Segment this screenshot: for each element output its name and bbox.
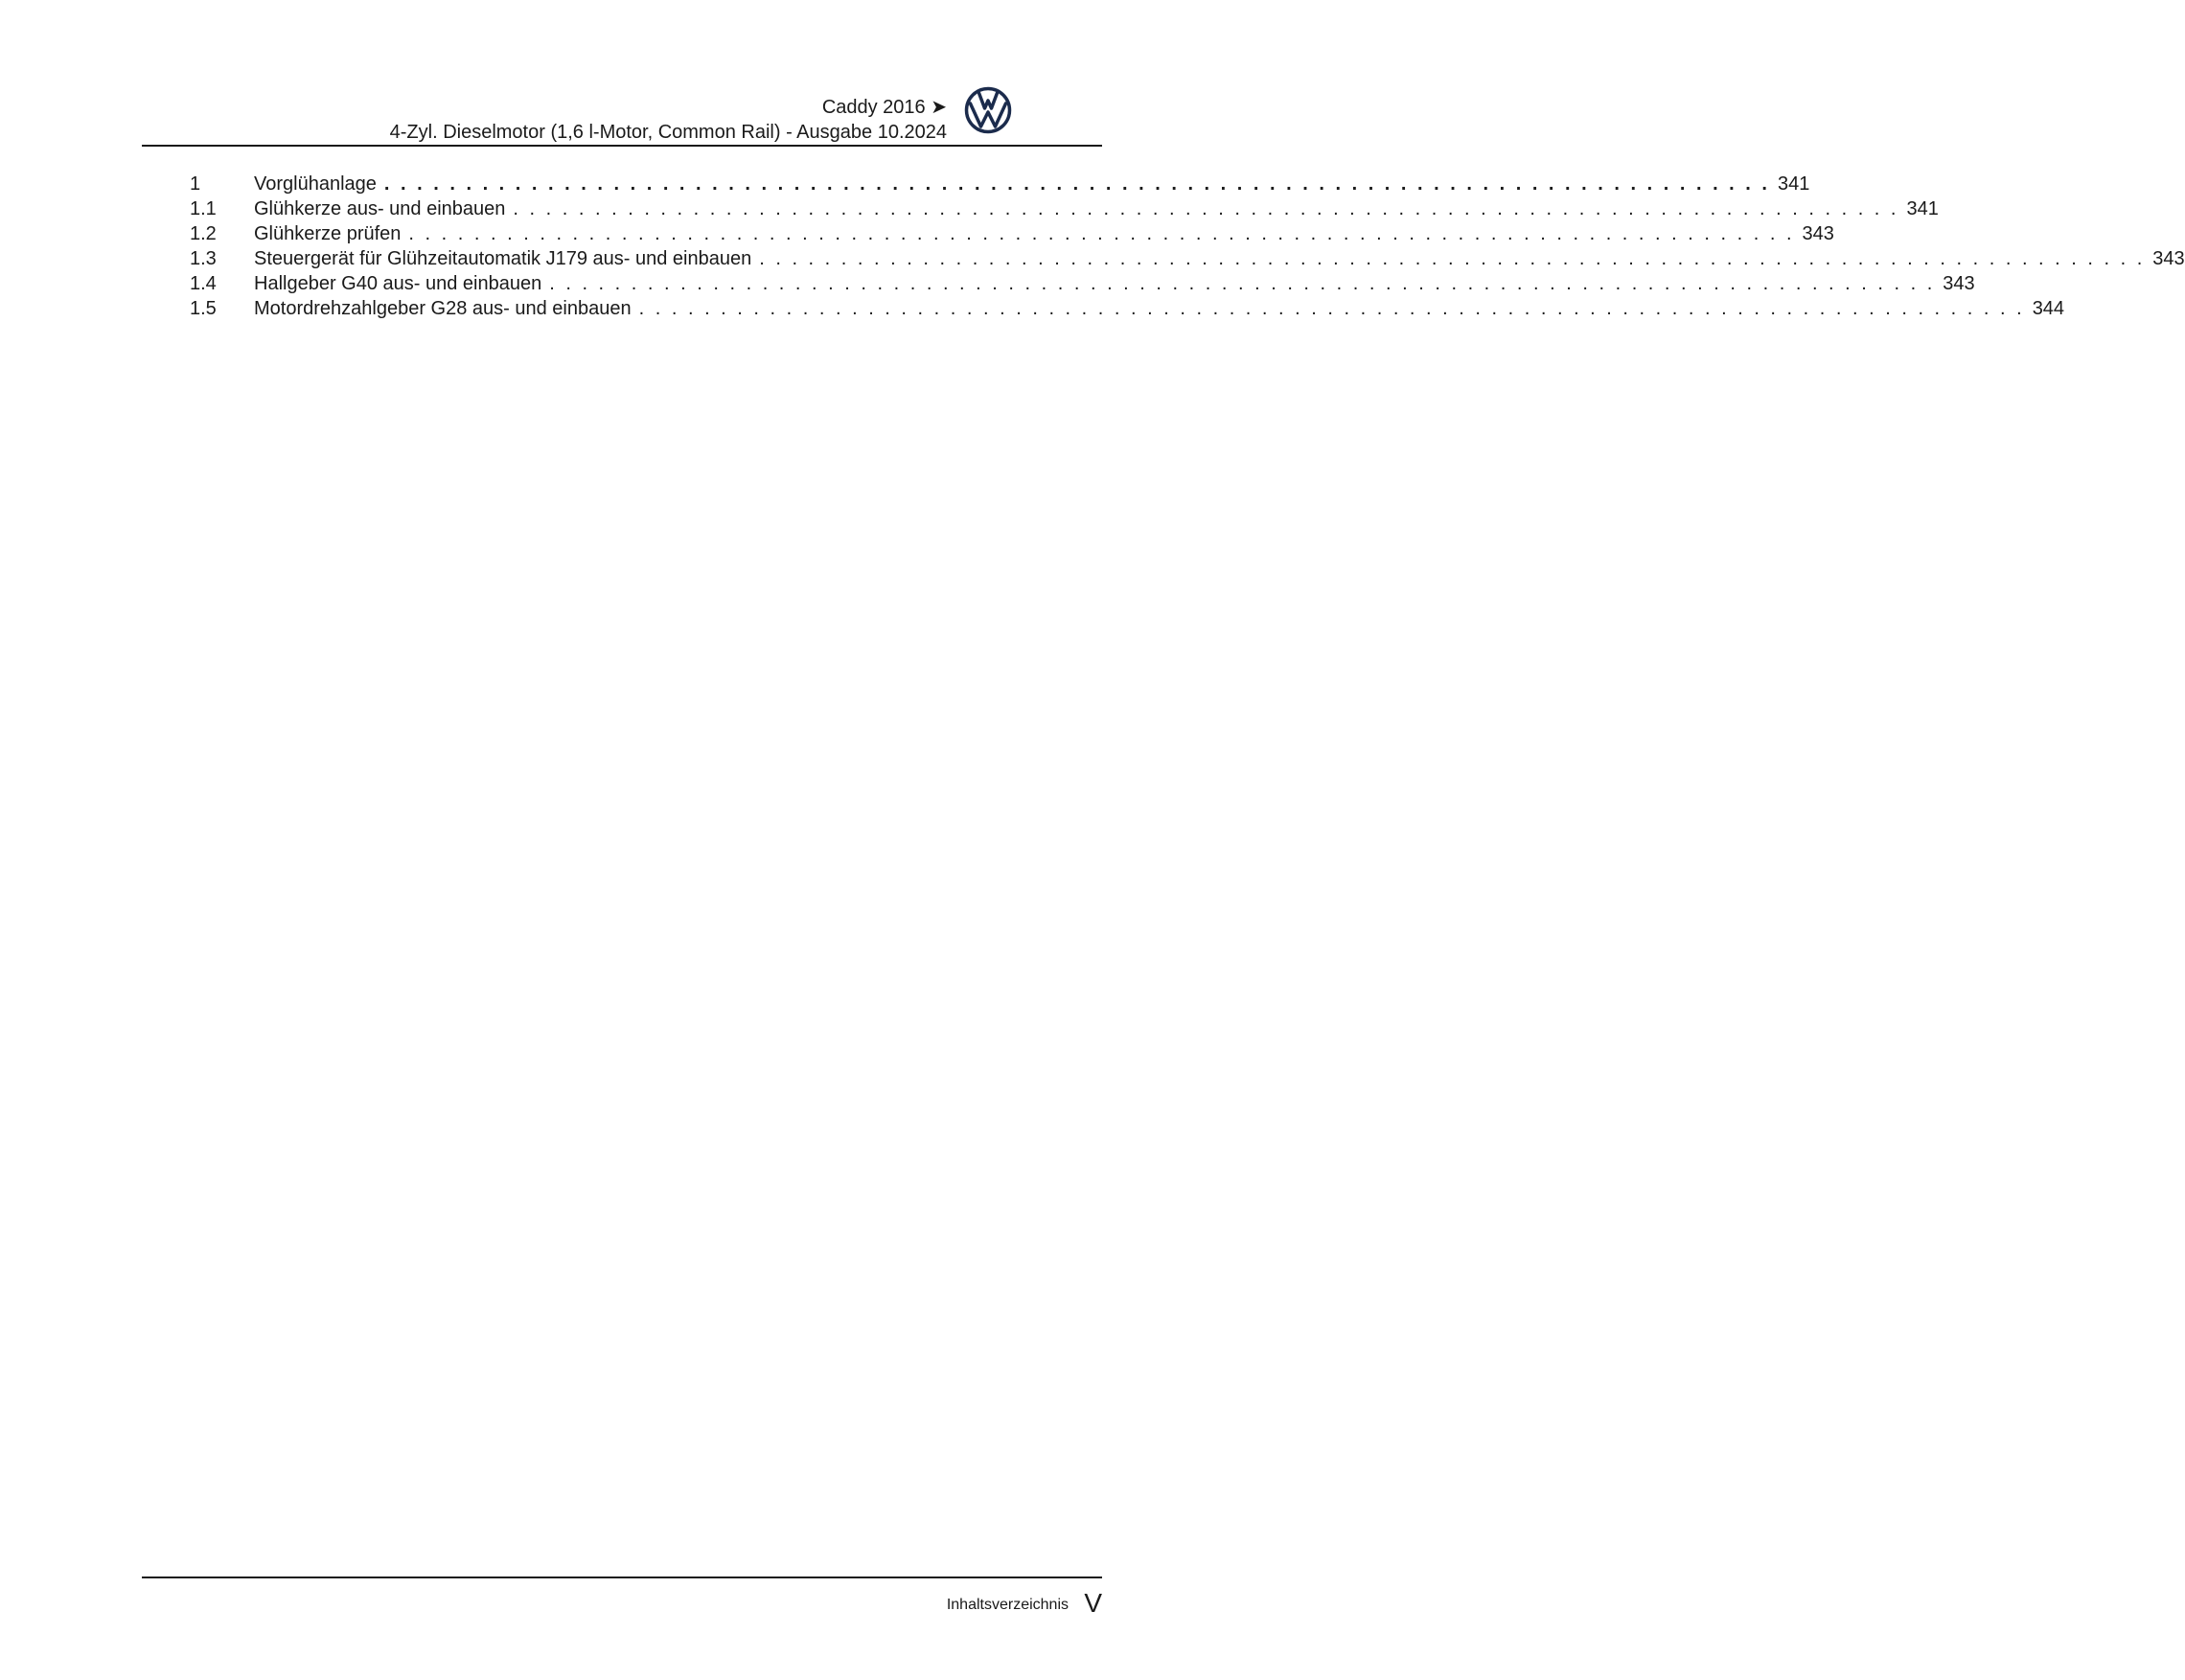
toc-entry-title: Hallgeber G40 aus- und einbauen [254,273,542,294]
toc-entry-number: 1.5 [190,298,217,319]
toc-entry[interactable] [190,296,2065,321]
toc-entry-title: Glühkerze prüfen [254,223,402,244]
vw-logo-icon [964,86,1012,134]
footer-section-label: Inhaltsverzeichnis [946,1597,1069,1613]
toc-entry-title: Motordrehzahlgeber G28 aus- und einbauen [254,298,632,319]
toc-entry[interactable] [190,246,2185,271]
toc-leader-dots: . . . . . . . . . . . . . . . . . . . . . . . . . . . . . . . . . . . . . . . . . . . . . . . . . . . . . . . . . . . . . . . . . . . . . . . . . . . . . . . . . . . . . [408,223,1795,244]
header-subtitle: 4-Zyl. Dieselmotor (1,6 l-Motor, Common Rail) - Ausgabe 10.2024 [389,122,947,143]
toc-entry-page: 343 [1802,223,1834,244]
toc-entry-page: 343 [1943,273,1975,294]
footer-divider [142,1576,1102,1578]
toc-entry-number: 1.4 [190,273,217,294]
page-header [142,86,1024,144]
toc-entry-number: 1 [190,173,201,195]
toc-entry-title: Steuergerät für Glühzeitautomatik J179 aus- und einbauen [254,248,752,269]
toc-entry-page: 341 [1777,173,1810,195]
toc-entry-number: 1.1 [190,198,217,219]
header-divider [142,145,1102,147]
footer-page-number: V [1084,1588,1102,1618]
toc-entry[interactable] [190,221,1834,246]
toc-entry-page: 343 [2152,248,2185,269]
toc-leader-dots: . . . . . . . . . . . . . . . . . . . . . . . . . . . . . . . . . . . . . . . . . . . . . . . . . . . . . . . . . . . . . . . . . . . . . . . . . . . . . . . . . . . . . [638,298,2025,319]
header-title: Caddy 2016 ➤ [821,97,947,118]
toc-entry[interactable] [190,196,1939,221]
toc-leader-dots: . . . . . . . . . . . . . . . . . . . . . . . . . . . . . . . . . . . . . . . . . . . . . . . . . . . . . . . . . . . . . . . . . . . . . . . . . . . . . . . . . . . . . [513,198,1899,219]
toc-leader-dots: . . . . . . . . . . . . . . . . . . . . . . . . . . . . . . . . . . . . . . . . . . . . . . . . . . . . . . . . . . . . . . . . . . . . . . . . . . . . . . . . . . . . . [549,273,1936,294]
toc-leader-dots: . . . . . . . . . . . . . . . . . . . . . . . . . . . . . . . . . . . . . . . . . . . . . . . . . . . . . . . . . . . . . . . . . . . . . . . . . . . . . . . . . . . . . [383,173,1770,195]
toc-entry-title: Vorglühanlage [254,173,377,195]
toc-entry[interactable] [190,271,1975,296]
toc-entry-number: 1.2 [190,223,217,244]
toc-entry-page: 341 [1906,198,1939,219]
toc-leader-dots: . . . . . . . . . . . . . . . . . . . . . . . . . . . . . . . . . . . . . . . . . . . . . . . . . . . . . . . . . . . . . . . . . . . . . . . . . . . . . . . . . . . . . [759,248,2146,269]
toc-entry-page: 344 [2032,298,2065,319]
toc-entry-number: 1.3 [190,248,217,269]
table-of-contents [190,172,2185,321]
toc-entry-chapter[interactable] [190,172,1810,196]
toc-entry-title: Glühkerze aus- und einbauen [254,198,506,219]
